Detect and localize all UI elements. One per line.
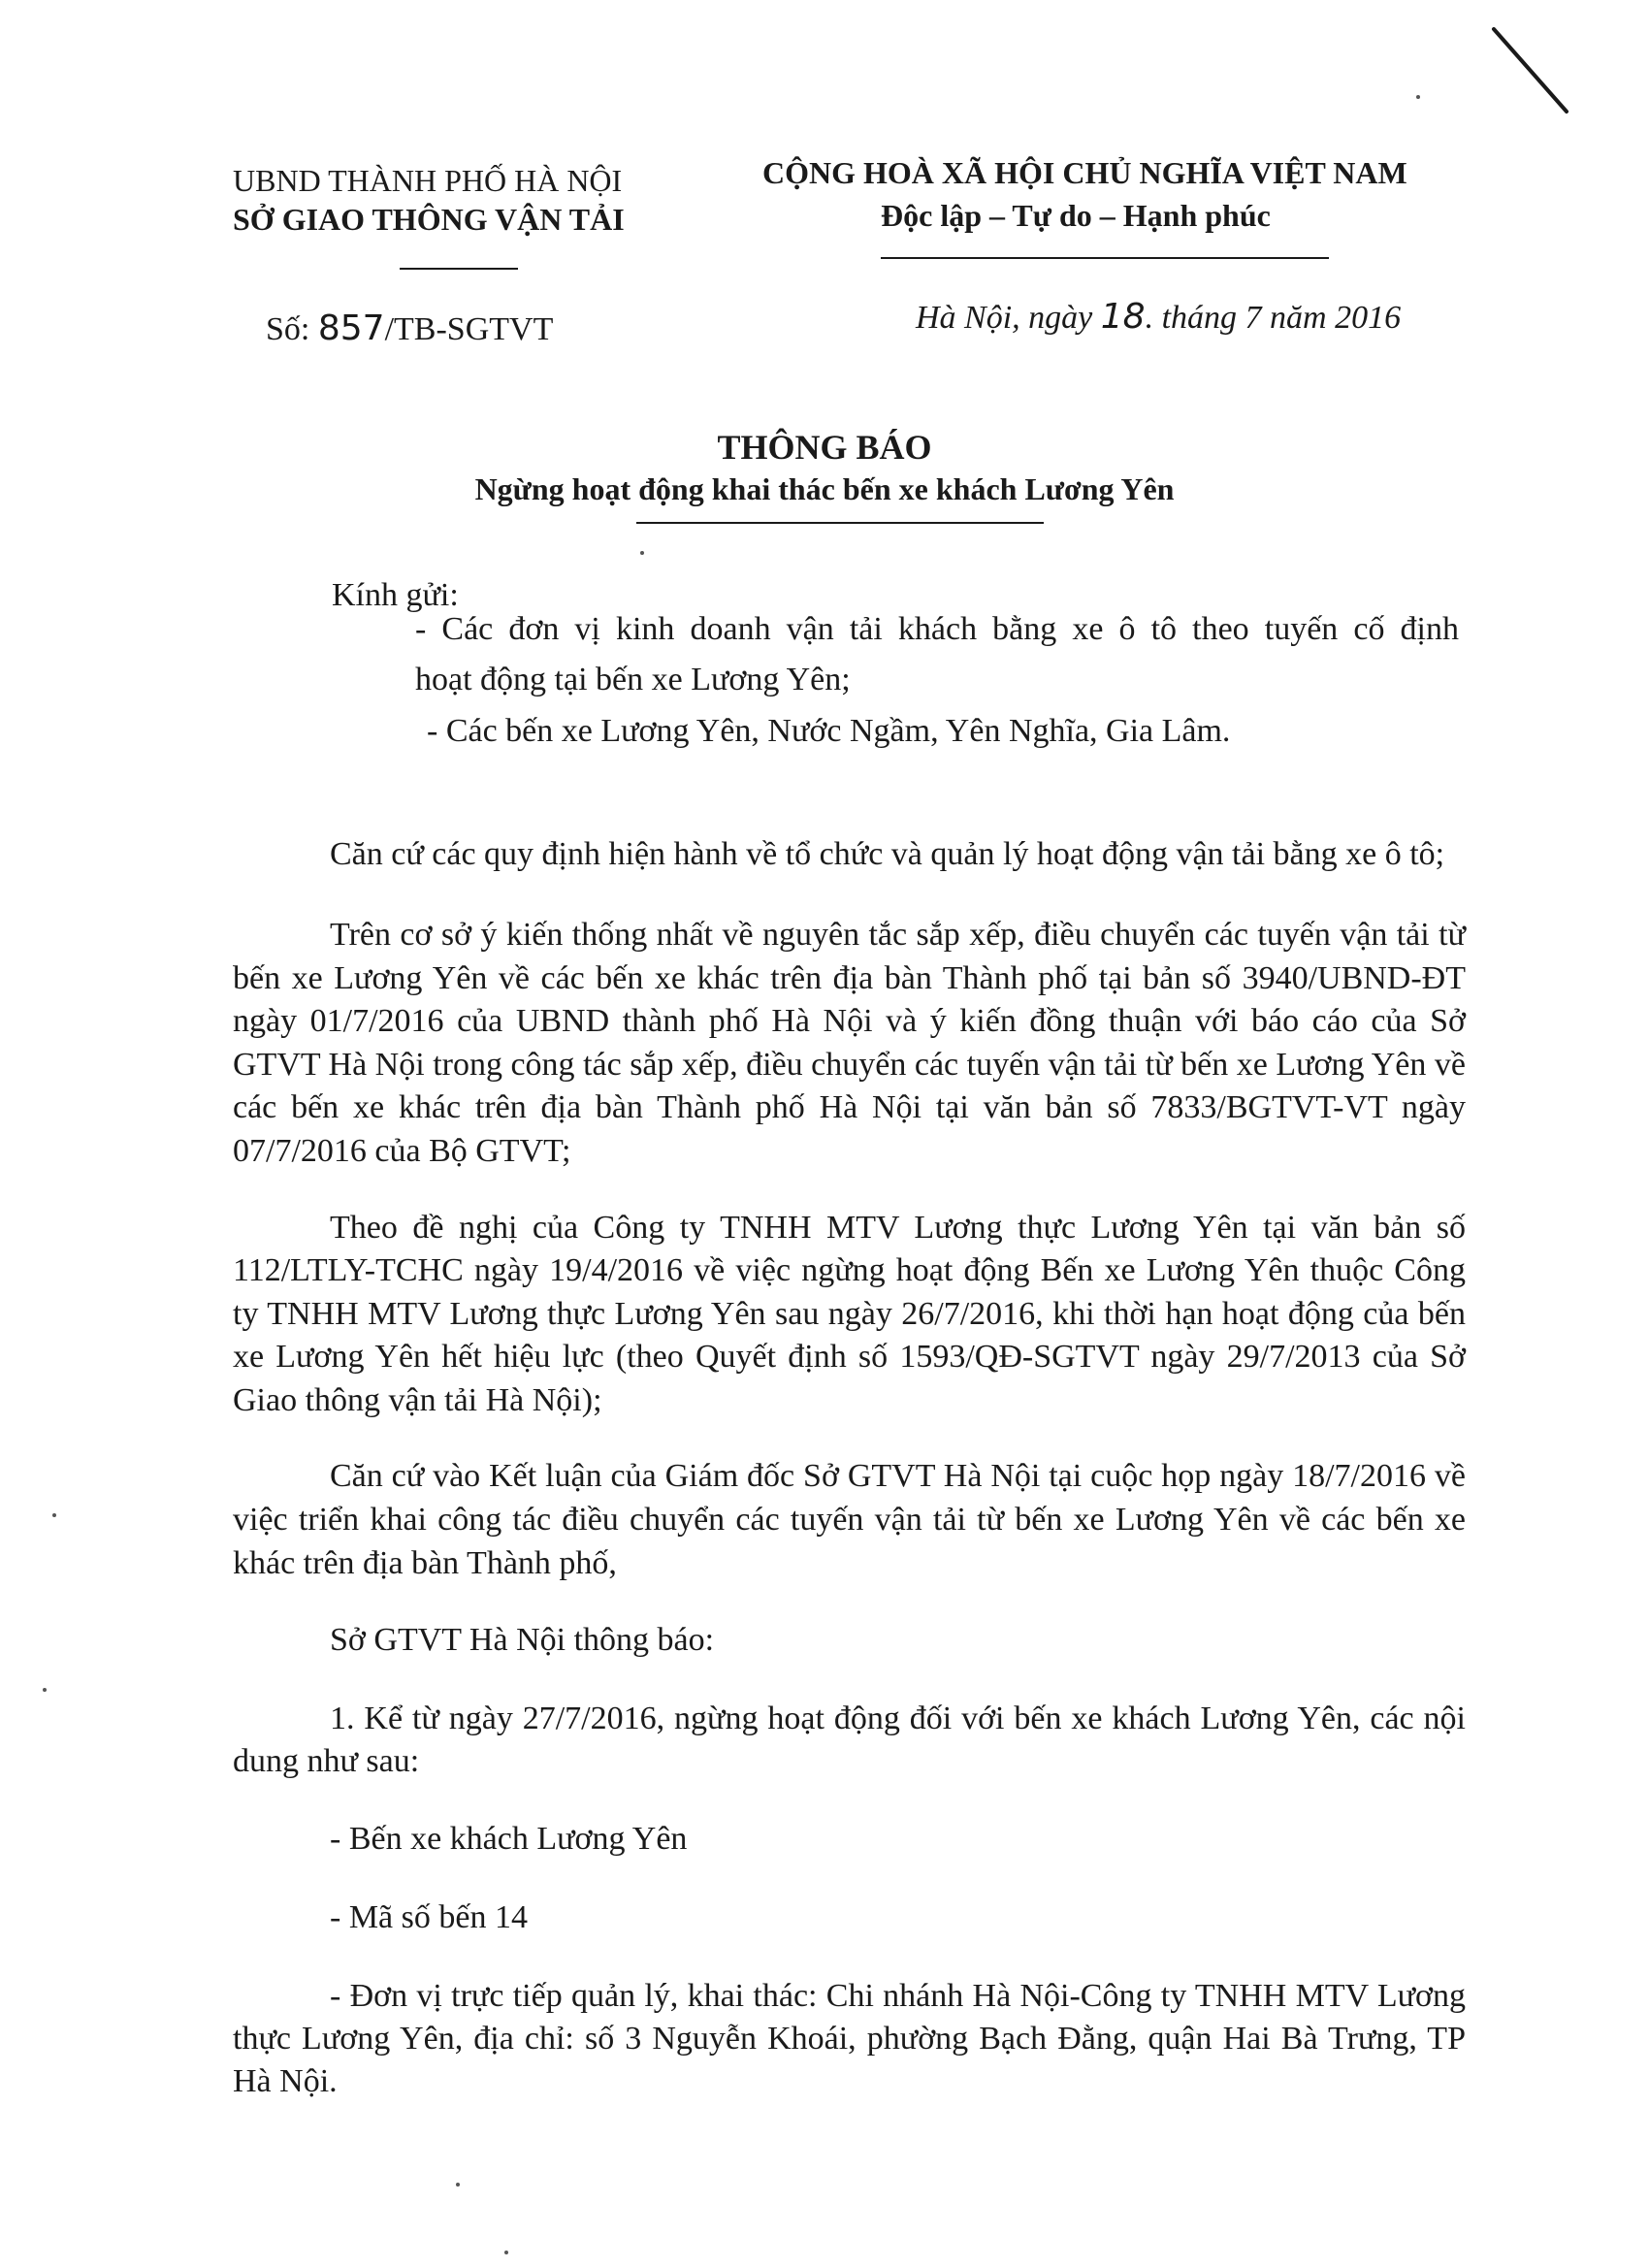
agency-parent: UBND THÀNH PHỐ HÀ NỘI	[233, 163, 623, 198]
scan-speck	[1416, 95, 1420, 99]
motto-underline	[881, 257, 1329, 259]
paragraph-station-name: - Bến xe khách Lương Yên	[330, 1820, 688, 1857]
handwritten-number: 857	[317, 308, 385, 348]
date-suffix: . tháng 7 năm 2016	[1145, 300, 1402, 336]
agency-underline	[400, 268, 518, 270]
paragraph-station-code: - Mã số bến 14	[330, 1898, 528, 1935]
pen-mark	[1484, 19, 1581, 126]
paragraph-announcement: Sở GTVT Hà Nội thông báo:	[330, 1621, 715, 1658]
paragraph-item-1: 1. Kể từ ngày 27/7/2016, ngừng hoạt động đối với bến xe khách Lương Yên, các nội dung như sau:	[233, 1700, 1466, 1779]
notice-subtitle: Ngừng hoạt động khai thác bến xe khách Lương Yên	[474, 471, 1175, 506]
scan-speck	[504, 2251, 508, 2254]
recipient-1-line2: hoạt động tại bến xe Lương Yên;	[415, 662, 851, 697]
document-body	[233, 830, 1466, 2103]
paragraph-conclusion: Căn cứ vào Kết luận của Giám đốc Sở GTVT Hà Nội tại cuộc họp ngày 18/7/2016 về việc triển khai công tác điều chuyển các tuyến vận tải từ bến xe Lương Yên về các bến xe khác trên địa bàn Thành phố,	[233, 1457, 1466, 1581]
national-title: CỘNG HOÀ XÃ HỘI CHỦ NGHĨA VIỆT NAM	[762, 155, 1407, 190]
agency-name: SỞ GIAO THÔNG VẬN TẢI	[233, 202, 625, 237]
paragraph-legal-basis: Căn cứ các quy định hiện hành về tổ chức và quản lý hoạt động vận tải bằng xe ô tô;	[330, 836, 1445, 872]
paragraph-agreement: Trên cơ sở ý kiến thống nhất về nguyên tắc sắp xếp, điều chuyển các tuyến vận tải từ bến xe Lương Yên về các bến xe khác trên địa bàn Thành phố tại bản số 3940/UBND-ĐT ngày 01/7/2016 của UBND thành phố Hà Nội và ý kiến đồng thuận với báo cáo của Sở GTVT Hà Nội trong công tác sắp xếp, điều chuyển các tuyến vận tải từ bến xe Lương Yên về các bến xe khác trên địa bàn Thành phố Hà Nội tại văn bản số 7833/BGTVT-VT ngày 07/7/2016 của Bộ GTVT;	[233, 917, 1466, 1169]
document-number-prefix: Số:	[266, 311, 310, 347]
notice-title: THÔNG BÁO	[717, 428, 932, 467]
handwritten-day: 18	[1100, 297, 1146, 337]
paragraph-operator: - Đơn vị trực tiếp quản lý, khai thác: Chi nhánh Hà Nội-Công ty TNHH MTV Lương thực Lương Yên, địa chỉ: số 3 Nguyễn Khoái, phường Bạch Đằng, quận Hai Bà Trưng, TP Hà Nội.	[233, 1977, 1466, 2099]
document-number	[266, 308, 553, 348]
date-line	[916, 297, 1401, 337]
document-number-suffix: /TB-SGTVT	[384, 311, 554, 347]
scan-speck	[640, 551, 644, 555]
subtitle-underline	[636, 522, 1044, 524]
recipient-2: - Các bến xe Lương Yên, Nước Ngầm, Yên Nghĩa, Gia Lâm.	[427, 713, 1231, 749]
paragraph-proposal: Theo đề nghị của Công ty TNHH MTV Lương thực Lương Yên tại văn bản số 112/LTLY-TCHC ngày 19/4/2016 về việc ngừng hoạt động Bến xe Lương Yên thuộc Công ty TNHH MTV Lương thực Lương Yên sau ngày 26/7/2016, khi thời hạn hoạt động của bến xe Lương Yên hết hiệu lực (theo Quyết định số 1593/QĐ-SGTVT ngày 29/7/2013 của Sở Giao thông vận tải Hà Nội);	[233, 1209, 1466, 1418]
recipient-1-line1: - Các đơn vị kinh doanh vận tải khách bằng xe ô tô theo tuyến cố định	[415, 611, 1459, 647]
scan-speck	[456, 2183, 460, 2187]
recipients-label: Kính gửi:	[332, 577, 459, 613]
national-motto: Độc lập – Tự do – Hạnh phúc	[881, 198, 1271, 233]
date-prefix: Hà Nội, ngày	[916, 300, 1093, 336]
scan-speck	[52, 1513, 56, 1517]
scan-speck	[43, 1688, 47, 1692]
